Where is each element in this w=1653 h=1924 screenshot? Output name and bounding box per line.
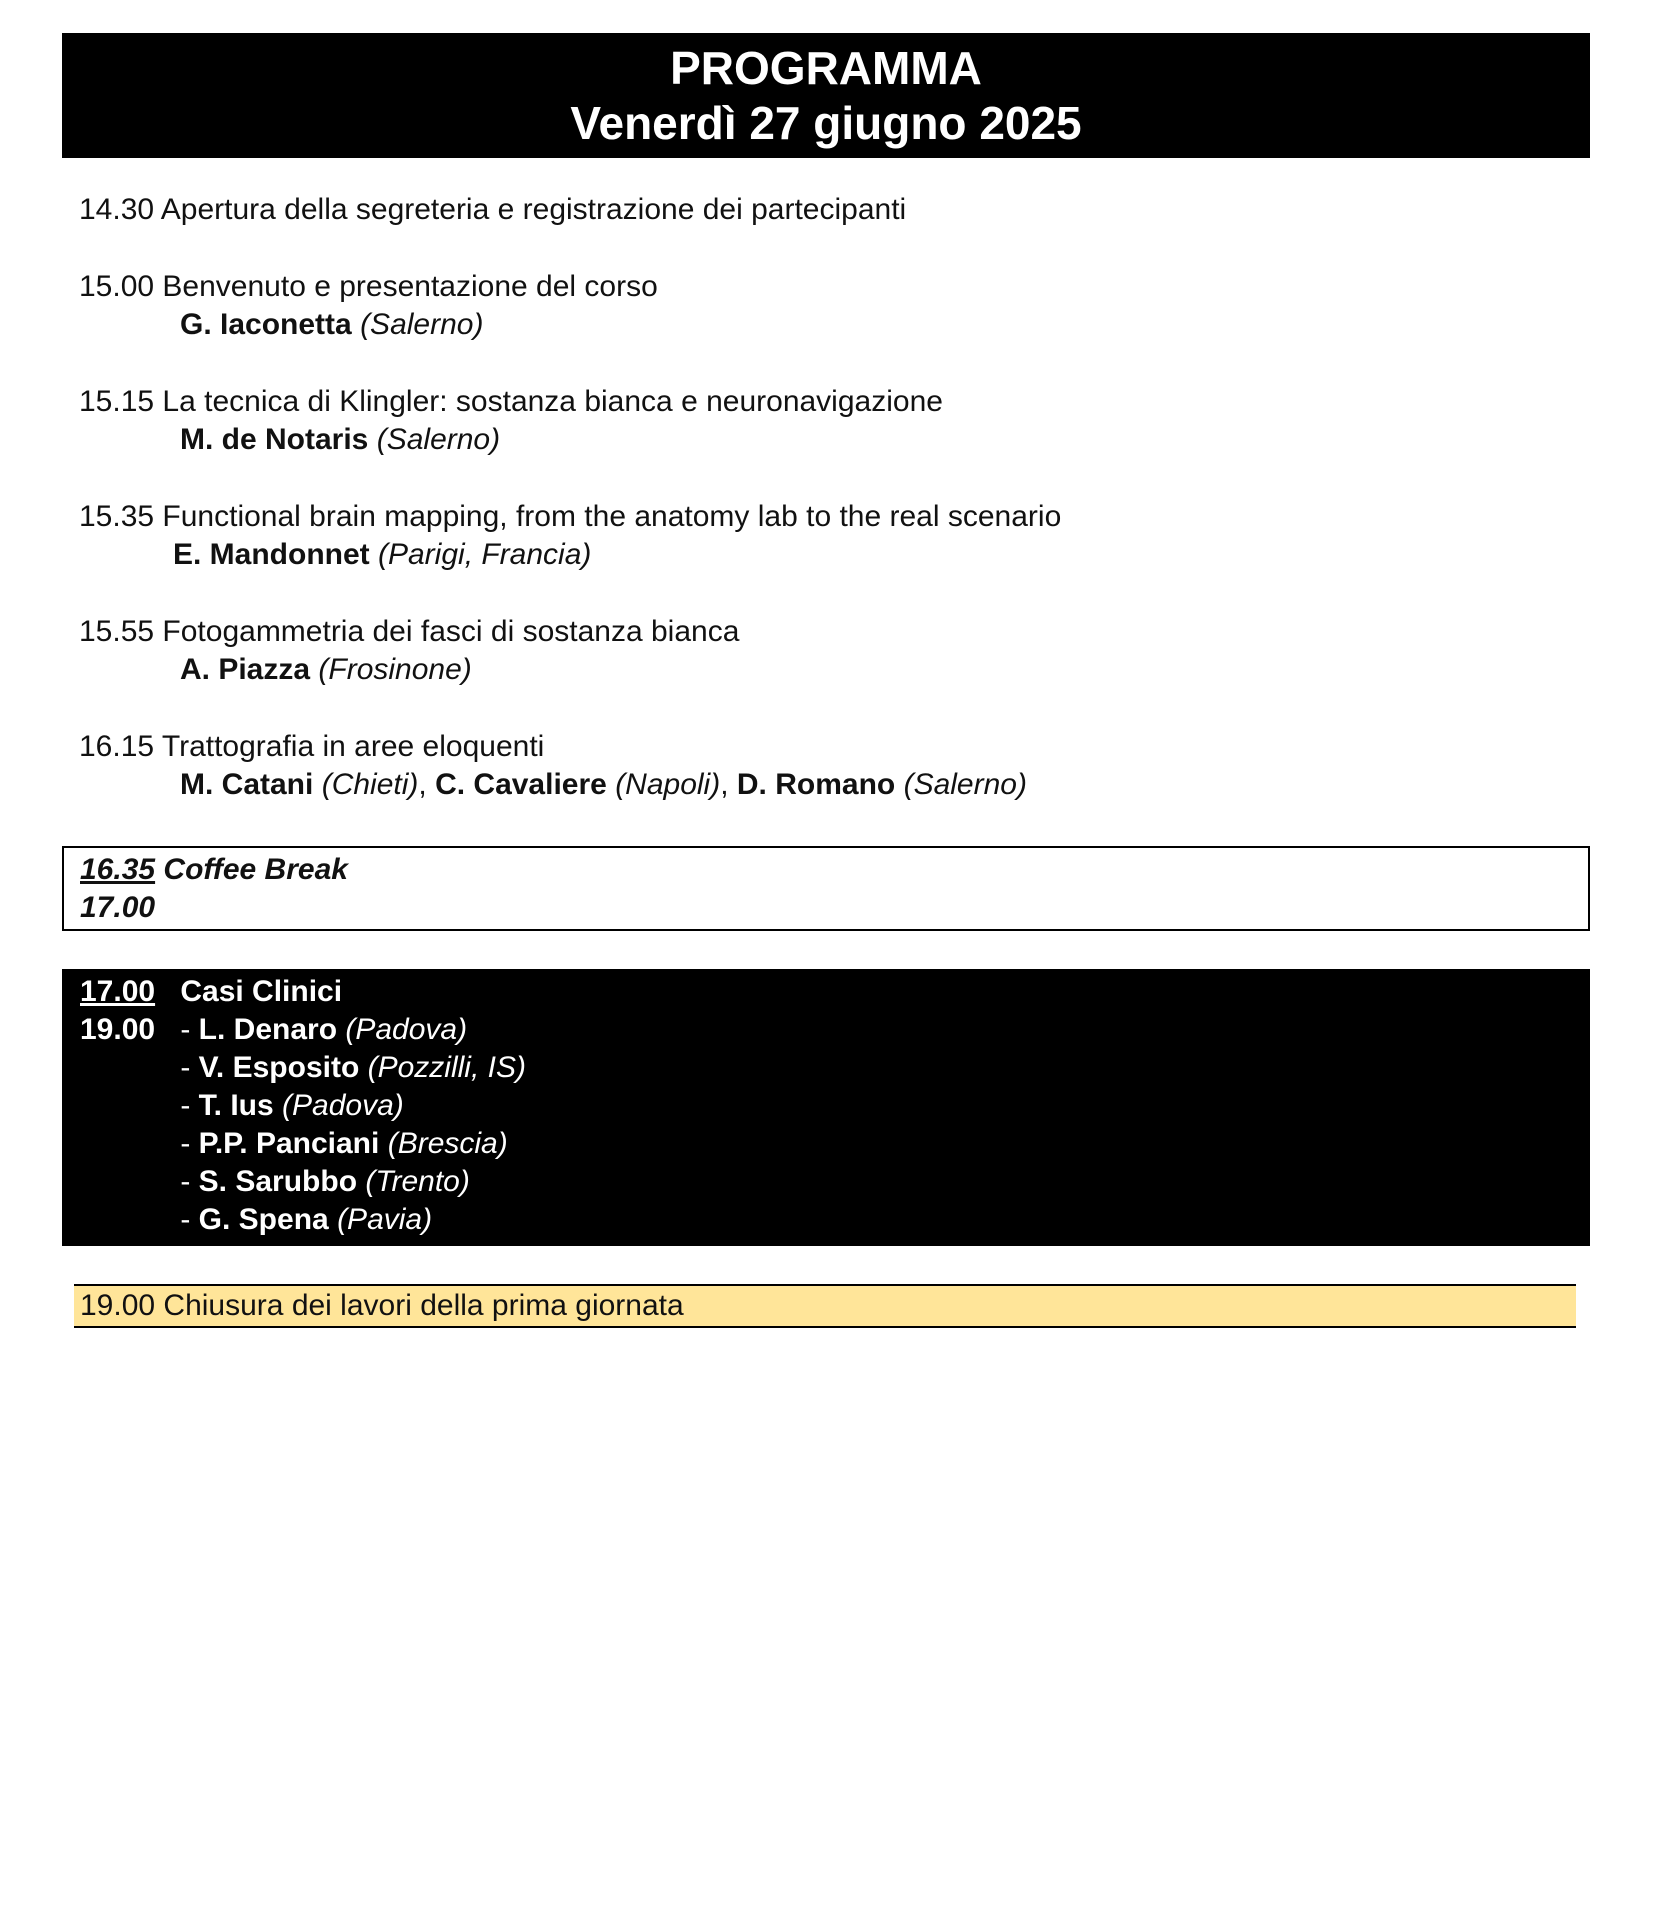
session-line [79,728,1579,766]
clinical-speaker-row: - T. Ius (Padova) [172,1089,404,1122]
speaker-name: P.P. Panciani [198,1127,380,1160]
session-line [79,191,1579,229]
speaker-location: (Salerno) [903,768,1027,801]
clinical-speaker-row: - S. Sarubbo (Trento) [172,1165,470,1198]
session-time: 15.55 [79,615,155,648]
clinical-speaker-row: - P.P. Panciani (Brescia) [172,1127,508,1160]
session-title: Apertura della segreteria e registrazione dei partecipanti [160,193,907,226]
closing-time: 19.00 [80,1289,156,1322]
speaker-name: L. Denaro [198,1013,338,1046]
speaker-line [79,421,1579,459]
speaker-location: (Chieti) [321,768,419,801]
clinical-cases-box [62,969,1590,1246]
speaker-line: M. Catani (Chieti), C. Cavaliere (Napoli), D. Romano (Salerno) [180,768,1027,801]
session-item [79,498,1579,574]
clinical-cases-end: 19.00 [80,1013,156,1046]
coffee-break-start: 16.35 [80,853,156,886]
closing-label: Chiusura dei lavori della prima giornata [163,1289,684,1322]
speaker-name: G. Iaconetta [180,308,352,341]
session-line [79,613,1579,651]
speaker-name: E. Mandonnet [173,538,370,571]
speaker-name: V. Esposito [198,1051,360,1084]
program-header [62,33,1590,158]
session-time: 16.15 [79,730,155,763]
clinical-speaker-row: - V. Esposito (Pozzilli, IS) [172,1051,526,1084]
session-item [79,268,1579,344]
speaker-location: (Padova) [345,1013,468,1046]
coffee-break-label: Coffee Break [163,853,348,886]
session-title: La tecnica di Klingler: sostanza bianca e neuronavigazione [162,385,943,418]
session-item [79,613,1579,689]
coffee-break-end: 17.00 [80,891,156,924]
clinical-cases-start: 17.00 [80,975,156,1008]
speaker-location: (Pozzilli, IS) [367,1051,526,1084]
clinical-cases-label: Casi Clinici [180,975,343,1008]
speaker-location: (Brescia) [387,1127,508,1160]
session-item [79,383,1579,459]
session-time: 15.00 [79,270,155,303]
speaker-name: G. Spena [198,1203,329,1236]
speaker-name: M. de Notaris [180,423,369,456]
program-date: Venerdì 27 giugno 2025 [570,97,1082,149]
program-title: PROGRAMMA [670,42,982,94]
speaker-location: (Frosinone) [318,653,472,686]
session-title: Trattografia in aree eloquenti [161,730,545,763]
speaker-name: A. Piazza [180,653,311,686]
session-title: Fotogammetria dei fasci di sostanza bianca [162,615,740,648]
session-time: 14.30 [79,193,155,226]
speaker-line [79,651,1579,689]
speaker-line [79,536,1579,574]
speaker-line [79,306,1579,344]
speaker-name: M. Catani [180,768,314,801]
speaker-location: (Pavia) [337,1203,433,1236]
clinical-cases-header [80,973,1590,1011]
session-line [79,268,1579,306]
session-item [79,728,1579,804]
coffee-break-box [62,846,1590,931]
clinical-speaker-row: 19.00 - L. Denaro (Padova) [80,1011,1590,1049]
session-title: Benvenuto e presentazione del corso [162,270,658,303]
speaker-location: (Trento) [365,1165,470,1198]
session-time: 15.35 [79,500,155,533]
speaker-location: (Salerno) [376,423,501,456]
speaker-location: (Padova) [282,1089,404,1122]
session-line [79,383,1579,421]
speaker-name: D. Romano [736,768,896,801]
session-title: Functional brain mapping, from the anatomy lab to the real scenario [162,500,1062,533]
speaker-name: C. Cavaliere [435,768,607,801]
session-list [79,191,1579,843]
speaker-location: (Salerno) [360,308,484,341]
speaker-name: T. Ius [198,1089,274,1122]
closing-bar [74,1284,1576,1328]
clinical-speaker-row: - G. Spena (Pavia) [172,1203,433,1236]
session-line [79,498,1579,536]
session-time: 15.15 [79,385,155,418]
speaker-location: (Napoli) [615,768,721,801]
speaker-location: (Parigi, Francia) [378,538,592,571]
speaker-name: S. Sarubbo [198,1165,358,1198]
coffee-break-line [80,851,1588,889]
session-item [79,191,1579,229]
